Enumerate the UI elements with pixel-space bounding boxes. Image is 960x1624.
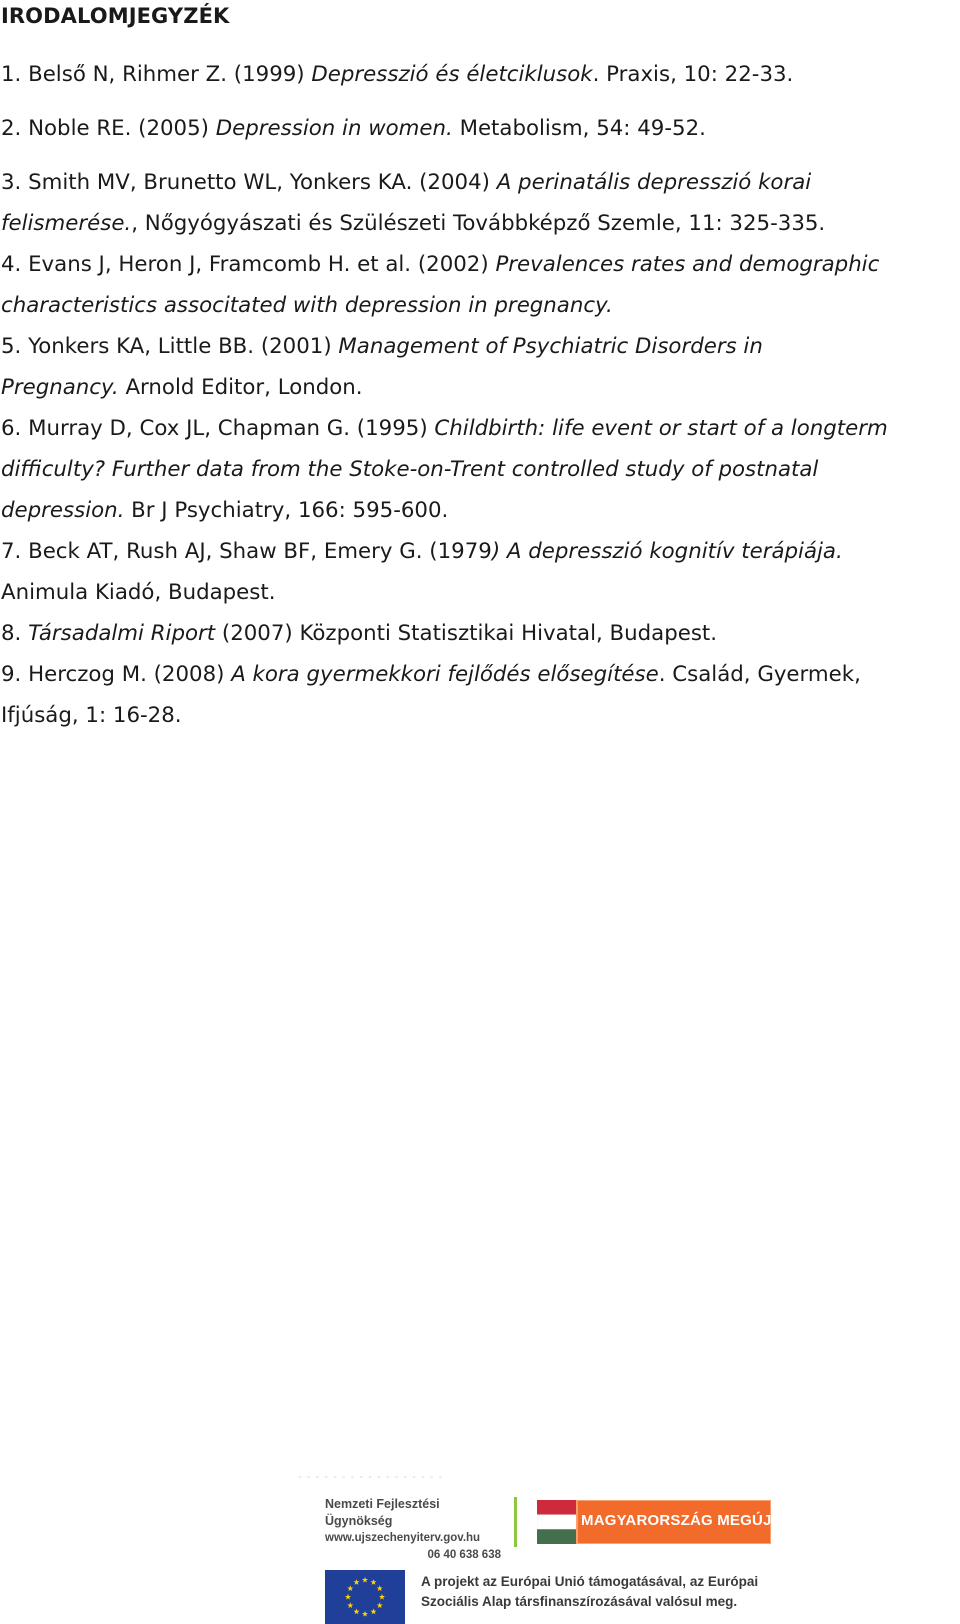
reference-italic-text: felismerése. — [1, 211, 132, 236]
reference-line — [1, 490, 956, 531]
eu-funding-line-2: Szociális Alap társfinanszírozásával valósul meg. — [421, 1594, 738, 1609]
agency-url: www.ujszechenyiterv.gov.hu — [325, 1532, 481, 1544]
reference-text: . Család, Gyermek, — [658, 662, 861, 687]
reference-italic-text: characteristics associtated with depression in pregnancy. — [1, 293, 613, 318]
reference-italic-text: difficulty? Further data from the Stoke-on-Trent controlled study of postnatal — [1, 457, 819, 482]
reference-text: 1. Belső N, Rihmer Z. (1999) — [1, 62, 312, 87]
hungary-banner-text: MAGYARORSZÁG MEGÚJUL — [581, 1512, 792, 1529]
reference-line — [1, 162, 956, 203]
logo-separator — [514, 1497, 517, 1547]
reference-text: Br J Psychiatry, 166: 595-600. — [124, 498, 449, 523]
reference-text: Animula Kiadó, Budapest. — [1, 580, 276, 605]
reference-text: 3. Smith MV, Brunetto WL, Yonkers KA. (2004) — [1, 170, 497, 195]
reference-line — [1, 367, 956, 408]
reference-text: 9. Herczog M. (2008) — [1, 662, 232, 687]
reference-italic-text: Management of Psychiatric Disorders in — [338, 334, 763, 359]
faint-header-remnant: - - - - - - - - - - - - - - - - - — [298, 1472, 444, 1483]
reference-item — [1, 244, 956, 326]
agency-block — [325, 1496, 505, 1564]
reference-line — [1, 108, 956, 149]
reference-italic-text: Prevalences rates and demographic — [495, 252, 880, 277]
eu-funding-line-1: A projekt az Európai Unió támogatásával, az Európai — [421, 1574, 759, 1589]
reference-item — [1, 162, 956, 244]
reference-item — [1, 326, 956, 408]
reference-line — [1, 654, 956, 695]
reference-text: 4. Evans J, Heron J, Framcomb H. et al. (2002) — [1, 252, 496, 277]
reference-spacer — [1, 95, 956, 108]
reference-item — [1, 613, 956, 654]
reference-line — [1, 54, 956, 95]
eu-flag-icon — [325, 1570, 405, 1624]
reference-item — [1, 54, 956, 95]
agency-phone: 06 40 638 638 — [427, 1549, 501, 1561]
reference-line — [1, 203, 956, 244]
reference-text: (2007) Központi Statisztikai Hivatal, Budapest. — [215, 621, 718, 646]
reference-line — [1, 572, 956, 613]
footer-logos — [0, 1460, 960, 1618]
reference-item — [1, 654, 956, 736]
eu-funding-note — [421, 1572, 758, 1612]
reference-text: 6. Murray D, Cox JL, Chapman G. (1995) — [1, 416, 435, 441]
reference-text: 8. — [1, 621, 29, 646]
reference-line — [1, 613, 956, 654]
reference-text: Arnold Editor, London. — [118, 375, 363, 400]
reference-line — [1, 326, 956, 367]
reference-line — [1, 408, 956, 449]
reference-text: 7. Beck AT, Rush AJ, Shaw BF, Emery G. (1979 — [1, 539, 492, 564]
reference-list — [1, 54, 956, 736]
reference-line — [1, 449, 956, 490]
agency-name: Nemzeti Fejlesztési Ügynökség — [325, 1497, 440, 1528]
reference-italic-text: Depression in women. — [215, 116, 453, 141]
reference-text: . Praxis, 10: 22-33. — [592, 62, 794, 87]
reference-line — [1, 695, 956, 736]
page-title: IRODALOMJEGYZÉK — [1, 4, 230, 28]
reference-item — [1, 108, 956, 149]
reference-italic-text: Childbirth: life event or start of a longterm — [434, 416, 888, 441]
reference-italic-text: Depresszió és életciklusok — [311, 62, 593, 87]
reference-spacer — [1, 149, 956, 162]
reference-italic-text: A kora gyermekkori fejlődés elősegítése — [231, 662, 659, 687]
reference-line — [1, 531, 956, 572]
reference-text: Ifjúság, 1: 16-28. — [1, 703, 182, 728]
reference-line — [1, 244, 956, 285]
reference-italic-text: depression. — [1, 498, 125, 523]
reference-text: 5. Yonkers KA, Little BB. (2001) — [1, 334, 339, 359]
reference-italic-text: ) A depresszió kognitív terápiája. — [491, 539, 843, 564]
reference-line — [1, 285, 956, 326]
reference-text: Metabolism, 54: 49-52. — [452, 116, 706, 141]
reference-item — [1, 408, 956, 531]
reference-italic-text: Társadalmi Riport — [28, 621, 216, 646]
reference-text: , Nőgyógyászati és Szülészeti Továbbképző Szemle, 11: 325-335. — [131, 211, 826, 236]
reference-italic-text: A perinatális depresszió korai — [496, 170, 812, 195]
reference-text: 2. Noble RE. (2005) — [1, 116, 216, 141]
reference-italic-text: Pregnancy. — [1, 375, 119, 400]
reference-item — [1, 531, 956, 613]
